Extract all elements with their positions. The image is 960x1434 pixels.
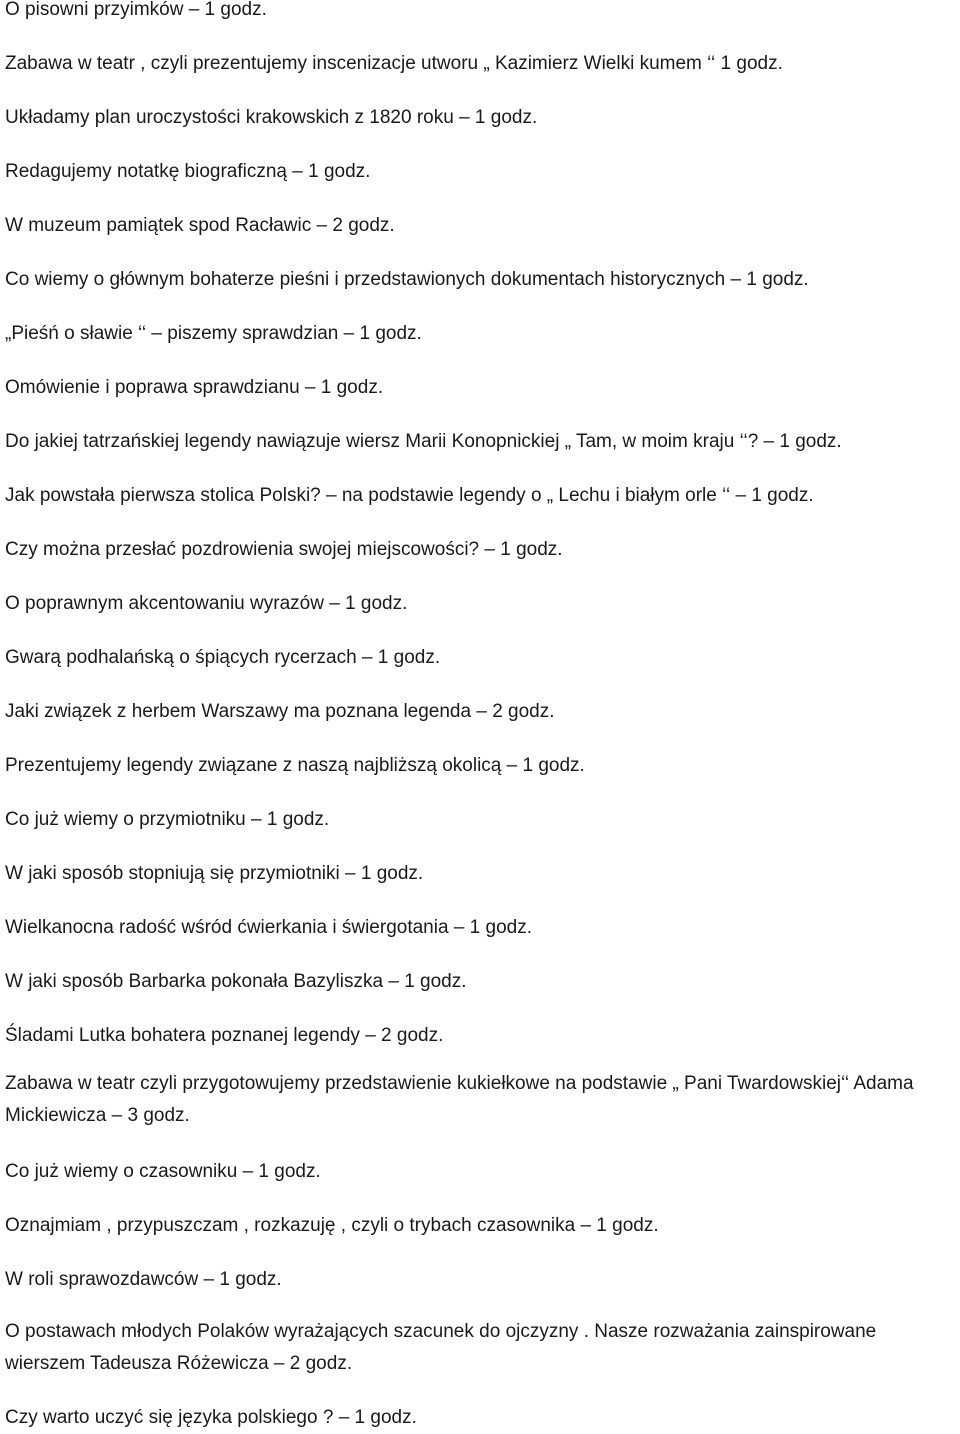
lesson-line: Jaki związek z herbem Warszawy ma poznana legenda – 2 godz. — [5, 701, 555, 722]
lesson-line: Redagujemy notatkę biograficzną – 1 godz. — [5, 161, 371, 182]
lesson-line: Śladami Lutka bohatera poznanej legendy – 2 godz. — [5, 1025, 444, 1046]
lesson-line: Co już wiemy o przymiotniku – 1 godz. — [5, 809, 330, 830]
lesson-line: W muzeum pamiątek spod Racławic – 2 godz. — [5, 215, 395, 236]
lesson-line: Co wiemy o głównym bohaterze pieśni i przedstawionych dokumentach historycznych – 1 godz. — [5, 269, 809, 290]
lesson-line: W jaki sposób Barbarka pokonała Bazyliszka – 1 godz. — [5, 971, 467, 992]
lesson-line: Omówienie i poprawa sprawdzianu – 1 godz. — [5, 377, 384, 398]
lesson-line: Zabawa w teatr czyli przygotowujemy przedstawienie kukiełkowe na podstawie „ Pani Twardowskiej‘‘ Adama Mickiewicza – 3 godz. — [5, 1073, 914, 1126]
lesson-line: „Pieśń o sławie ‘‘ – piszemy sprawdzian – 1 godz. — [5, 323, 422, 344]
lesson-line: W roli sprawozdawców – 1 godz. — [5, 1269, 282, 1290]
lesson-line: Prezentujemy legendy związane z naszą najbliższą okolicą – 1 godz. — [5, 755, 585, 776]
lesson-line: O pisowni przyimków – 1 godz. — [5, 0, 267, 20]
lesson-line: Oznajmiam , przypuszczam , rozkazuję , czyli o trybach czasownika – 1 godz. — [5, 1215, 659, 1236]
lesson-line: Zabawa w teatr , czyli prezentujemy inscenizacje utworu „ Kazimierz Wielki kumem ‘‘ 1 godz. — [5, 53, 783, 74]
lesson-line: W jaki sposób stopniują się przymiotniki – 1 godz. — [5, 863, 424, 884]
lesson-line: Co już wiemy o czasowniku – 1 godz. — [5, 1161, 321, 1182]
lesson-line: Do jakiej tatrzańskiej legendy nawiązuje wiersz Marii Konopnickiej „ Tam, w moim kraju ‘‘? – 1 godz. — [5, 431, 842, 452]
lesson-line: Gwarą podhalańską o śpiących rycerzach – 1 godz. — [5, 647, 441, 668]
lesson-line: O postawach młodych Polaków wyrażających szacunek do ojczyzny . Nasze rozważania zainspirowane wierszem Tadeusza Różewicza – 2 godz. — [5, 1321, 877, 1374]
lesson-line: Jak powstała pierwsza stolica Polski? – na podstawie legendy o „ Lechu i białym orle ‘‘ – 1 godz. — [5, 485, 814, 506]
lesson-line: Czy można przesłać pozdrowienia swojej miejscowości? – 1 godz. — [5, 539, 563, 560]
lesson-line: O poprawnym akcentowaniu wyrazów – 1 godz. — [5, 593, 408, 614]
lesson-line: Układamy plan uroczystości krakowskich z 1820 roku – 1 godz. — [5, 107, 538, 128]
lesson-line: Czy warto uczyć się języka polskiego ? – 1 godz. — [5, 1407, 417, 1428]
lesson-line: Wielkanocna radość wśród ćwierkania i świergotania – 1 godz. — [5, 917, 532, 938]
